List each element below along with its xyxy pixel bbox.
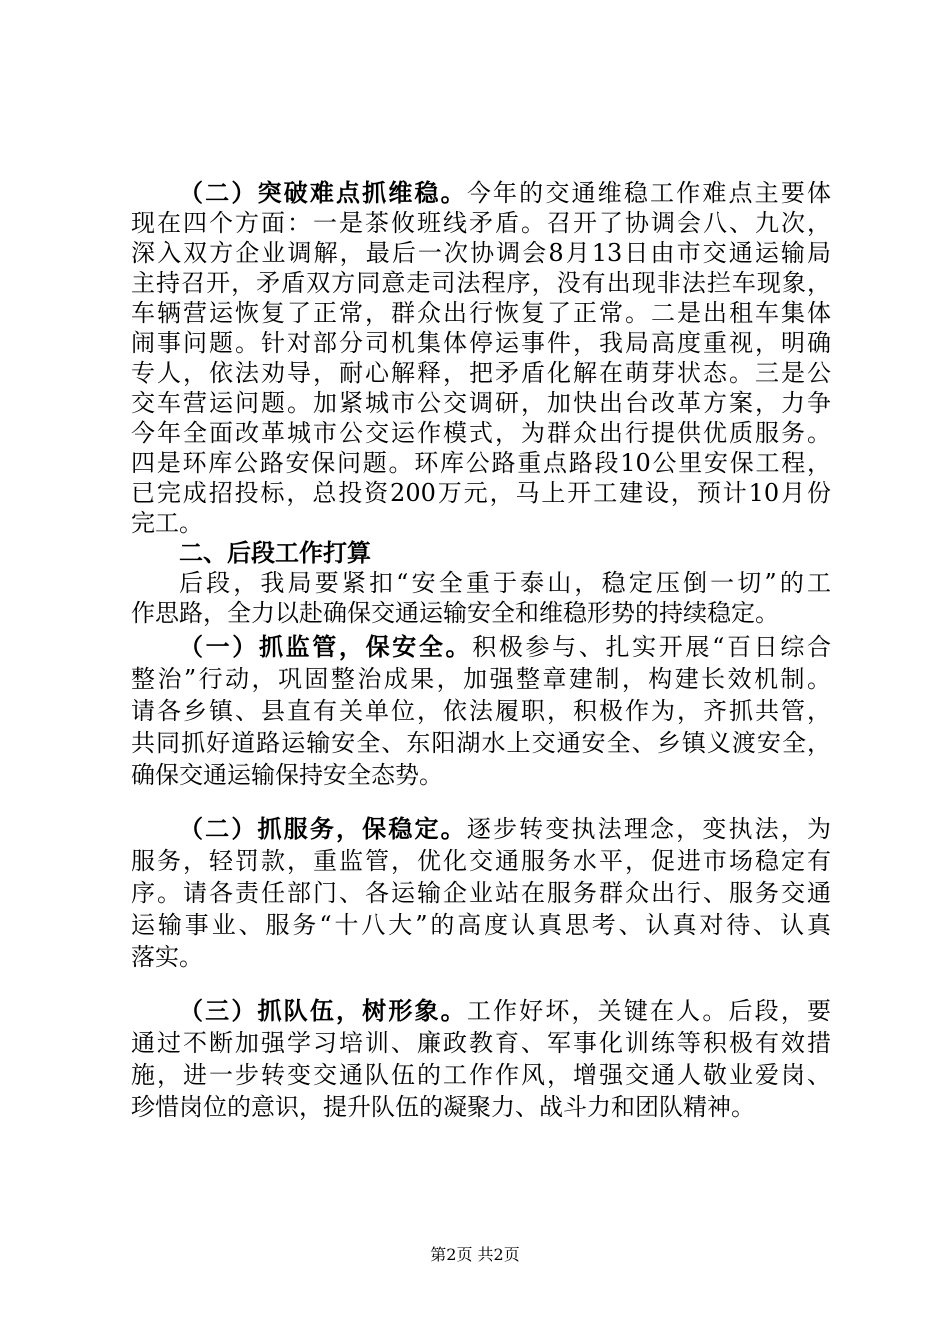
paragraph-line: （三）抓队伍，树形象。工作好坏，关键在人。后段，要 [179,996,832,1025]
paragraph-line: 交车营运问题。加紧城市公交调研，加快出台改革方案，力争 [131,389,831,417]
paragraph-line: 作思路，全力以赴确保交通运输安全和维稳形势的持续稳定。 [131,599,779,627]
paragraph-line: 已完成招投标，总投资200万元，马上开工建设，预计10月份 [131,479,831,507]
paragraph-line: 序。请各责任部门、各运输企业站在服务群众出行、服务交通 [131,879,831,907]
paragraph-line: 确保交通运输保持安全态势。 [131,761,443,789]
paragraph-line: 四是环库公路安保问题。环库公路重点路段10公里安保工程， [131,449,831,477]
page-footer: 第2页 共2页 [430,1245,520,1264]
paragraph-line: 服务，轻罚款，重监管，优化交通服务水平，促进市场稳定有 [131,847,831,875]
paragraph-line: 运输事业、服务“十八大”的高度认真思考、认真对待、认真 [131,911,831,939]
paragraph-line: 主持召开，矛盾双方同意走司法程序，没有出现非法拦车现象， [131,269,831,297]
document-page [131,0,831,1344]
paragraph-line: 共同抓好道路运输安全、东阳湖水上交通安全、乡镇义渡安全， [131,729,831,757]
paragraph-line: 通过不断加强学习培训、廉政教育、军事化训练等积极有效措 [131,1029,831,1057]
paragraph-lead: （二）突破难点抓维稳。 [179,178,467,207]
paragraph-line: 专人，依法劝导，耐心解释，把矛盾化解在萌芽状态。三是公 [131,359,831,387]
paragraph-line: 落实。 [131,943,203,971]
paragraph-lead: （三）抓队伍，树形象。 [179,996,467,1025]
paragraph-line: 现在四个方面：一是茶攸班线矛盾。召开了协调会八、九次， [131,209,831,237]
paragraph-line: 施，进一步转变交通队伍的工作作风，增强交通人敬业爱岗、 [131,1061,831,1089]
paragraph-line: 深入双方企业调解，最后一次协调会8月13日由市交通运输局 [131,239,831,267]
paragraph-line: 整治”行动，巩固整治成果，加强整章建制，构建长效机制。 [131,665,831,693]
paragraph-line: 完工。 [131,509,203,537]
paragraph-line: 后段，我局要紧扣“安全重于泰山，稳定压倒一切”的工 [179,569,831,597]
paragraph-line: 珍惜岗位的意识，提升队伍的凝聚力、战斗力和团队精神。 [131,1093,755,1121]
paragraph-line: 今年全面改革城市公交运作模式，为群众出行提供优质服务。 [131,419,831,447]
paragraph-line: （二）突破难点抓维稳。今年的交通维稳工作难点主要体 [179,178,832,207]
paragraph-line: 请各乡镇、县直有关单位，依法履职，积极作为，齐抓共管， [131,697,831,725]
section-heading: 二、后段工作打算 [179,538,371,567]
paragraph-line: （二）抓服务，保稳定。逐步转变执法理念，变执法，为 [179,814,832,843]
paragraph-line: （一）抓监管，保安全。积极参与、扎实开展“百日综合 [179,632,832,661]
paragraph-line: 闹事问题。针对部分司机集体停运事件，我局高度重视，明确 [131,329,831,357]
paragraph-lead: （一）抓监管，保安全。 [179,632,473,661]
paragraph-lead: （二）抓服务，保稳定。 [179,814,467,843]
paragraph-line: 车辆营运恢复了正常，群众出行恢复了正常。二是出租车集体 [131,299,831,327]
